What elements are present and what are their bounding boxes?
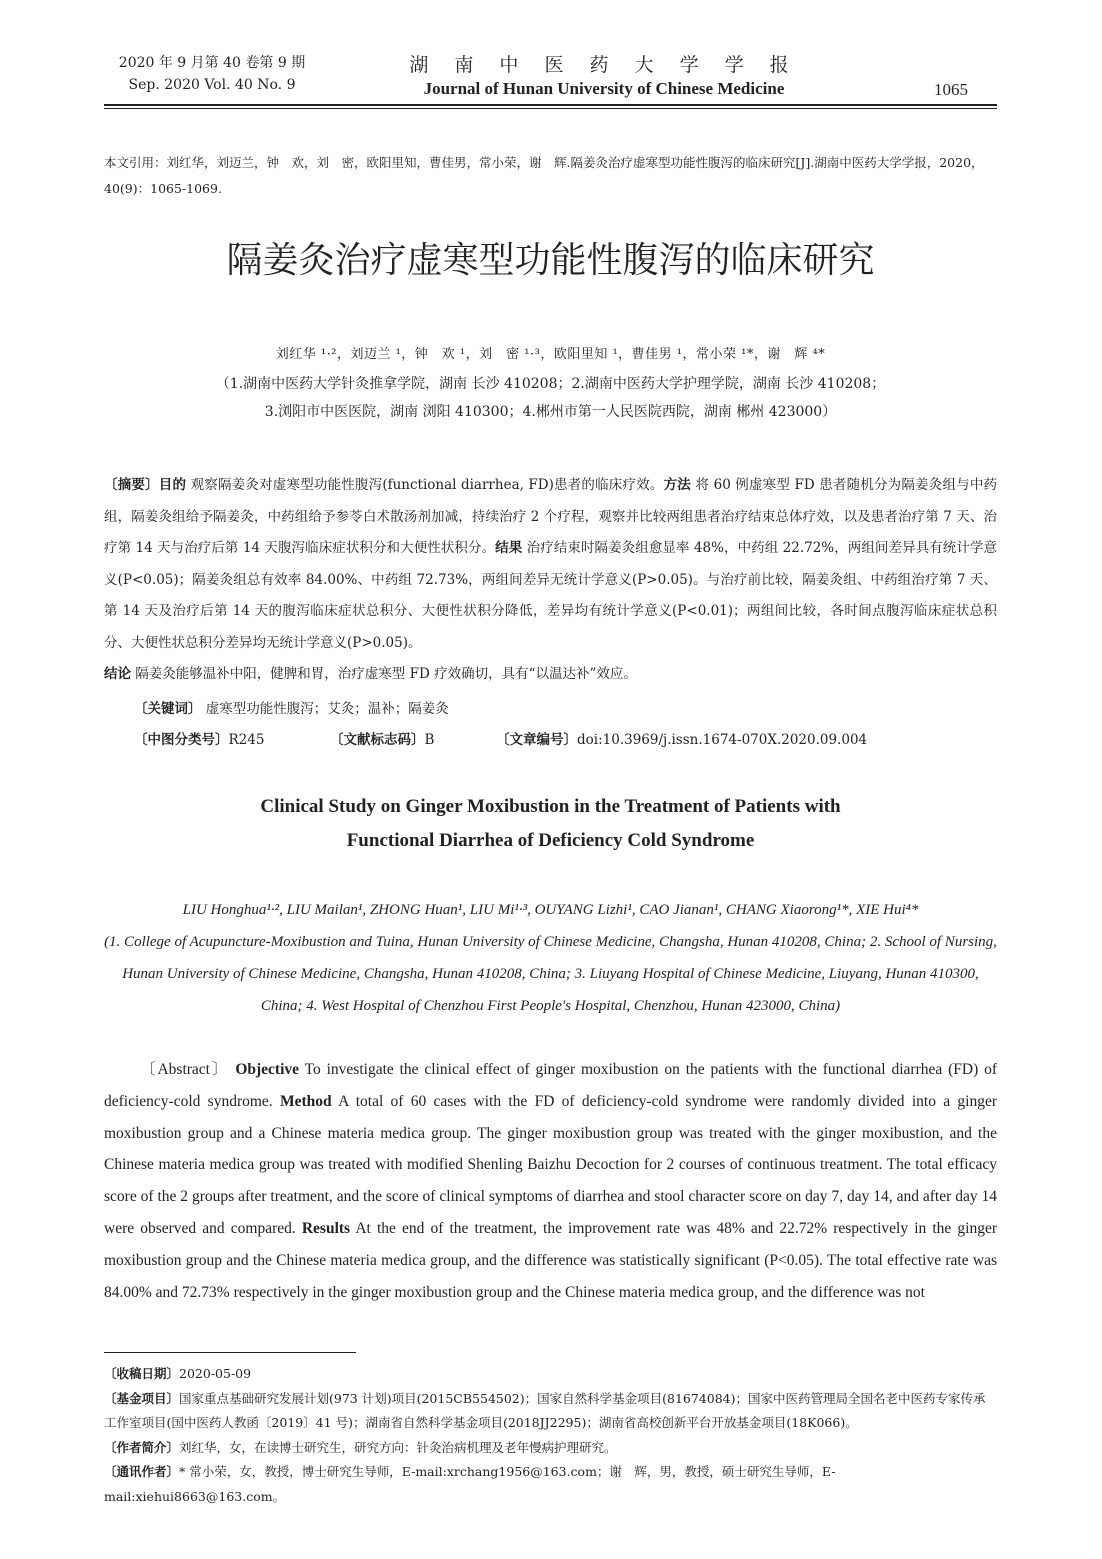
issue-info bbox=[104, 52, 320, 96]
authors-en: LIU Honghua¹·², LIU Mailan¹, ZHONG Huan¹, LIU Mi¹·³, OUYANG Lizhi¹, CAO Jianan¹, CHANG Xiaorong¹*, XIE Hui⁴* bbox=[182, 902, 919, 918]
footnote-corresponding bbox=[104, 1460, 997, 1509]
method-text: 将 60 例虚寒型 FD 患者随机分为隔姜灸组与中药组，隔姜灸组给予隔姜灸，中药组给予参苓白术散汤剂加减，持续治疗 2 个疗程，观察并比较两组患者治疗结束总体疗效，以及患者治疗第 7 天、治疗第 14 天与治疗后第 14 天腹泻临床症状积分和大便性状积分。 bbox=[104, 477, 998, 556]
issue-en: Sep. 2020 Vol. 40 No. 9 bbox=[128, 77, 296, 93]
article-value: doi:10.3969/j.issn.1674-070X.2020.09.004 bbox=[577, 732, 868, 748]
doc-label: 〔文献标志码〕 bbox=[330, 732, 425, 748]
received-label: 〔收稿日期〕 bbox=[104, 1366, 180, 1381]
clc-value: R245 bbox=[228, 732, 265, 748]
corr-value: * 常小荣，女，教授，博士研究生导师，E-mail:xrchang1956@163.com；谢 辉，男，教授，硕士研究生导师，E-mail:xiehui8663@163.com。 bbox=[104, 1464, 836, 1504]
fund-label: 〔基金项目〕 bbox=[104, 1390, 180, 1406]
title-en-line2: Functional Diarrhea of Deficiency Cold Syndrome bbox=[346, 830, 755, 851]
objective-en-label: Objective bbox=[235, 1061, 300, 1078]
header-rule bbox=[104, 104, 997, 106]
author-value: 刘红华，女，在读博士研究生，研究方向：针灸治病机理及老年慢病护理研究。 bbox=[179, 1439, 617, 1455]
keywords bbox=[134, 694, 449, 726]
results-label: 结果 bbox=[495, 540, 523, 556]
abstract-en-label: 〔Abstract〕 bbox=[138, 1061, 230, 1078]
keywords-label: 〔关键词〕 bbox=[134, 701, 202, 717]
issue-cn: 2020 年 9 月第 40 卷第 9 期 bbox=[118, 55, 306, 71]
received-value: 2020-05-09 bbox=[179, 1366, 252, 1381]
objective-label: 目的 bbox=[158, 477, 187, 493]
corr-label: 〔通讯作者〕 bbox=[104, 1464, 180, 1479]
objective-en-text: To investigate the clinical effect of ginger moxibustion on the patients with the functional diarrhea (FD) of deficiency-cold syndrome. bbox=[104, 1061, 998, 1110]
article-code bbox=[496, 727, 867, 753]
abstract-label: 〔摘要〕 bbox=[104, 477, 159, 493]
affiliation-en: (1. College of Acupuncture-Moxibustion and Tuina, Hunan University of Chinese Medicine, Changsha, Hunan 410208, China; 2. School of Nursing, Hunan University of Chinese Medicine, Changsha, Hunan 410208, China; 3. Liuyang Hospital of Chinese Medicine, Liuyang, Hunan 410300, China; 4. West Hospital of Chenzhou First People's Hospital, Chenzhou, Hunan 423000, China) bbox=[104, 934, 997, 1014]
title-en bbox=[104, 790, 997, 858]
method-label: 方法 bbox=[663, 477, 691, 493]
keywords-text: 虚寒型功能性腹泻；艾灸；温补；隔姜灸 bbox=[201, 701, 449, 717]
clc-code bbox=[134, 727, 264, 753]
abstract-en bbox=[104, 1054, 997, 1308]
affiliation-cn-line2: 3.浏阳市中医医院，湖南 浏阳 410300；4.郴州市第一人民医院西院，湖南 郴州 423000） bbox=[264, 404, 837, 420]
header-rule-thin bbox=[104, 108, 997, 109]
method-en-label: Method bbox=[279, 1092, 332, 1110]
page-title: 隔姜灸治疗虚寒型功能性腹泻的临床研究 bbox=[226, 240, 875, 281]
footnote-received bbox=[104, 1362, 997, 1387]
authors-en-block bbox=[104, 894, 997, 1022]
footnote-rule bbox=[104, 1352, 356, 1353]
footnote-author bbox=[104, 1436, 997, 1461]
results-en-text: At the end of the treatment, the improvement rate was 48% and 22.72% respectively in the ginger moxibustion group and the Chinese materia medica group, and the difference was statistically significant (P<0.05). The total effective rate was 84.00% and 72.73% respectively in the ginger moxibustion group and the Chinese materia medica group, and the difference was not bbox=[104, 1219, 998, 1301]
article-label: 〔文章编号〕 bbox=[496, 732, 577, 748]
author-label: 〔作者简介〕 bbox=[104, 1439, 180, 1455]
citation: 本文引用：刘红华，刘迈兰，钟 欢，刘 密，欧阳里知，曹佳男，常小荣，谢 辉.隔姜灸治疗虚寒型功能性腹泻的临床研究[J].湖南中医药大学学报，2020，40(9)：1065-1069. bbox=[104, 155, 984, 196]
journal-name-en: Journal of Hunan University of Chinese Medicine bbox=[423, 79, 785, 98]
conclusion-label: 结论 bbox=[104, 666, 131, 682]
abstract-cn bbox=[104, 470, 997, 691]
footnotes bbox=[104, 1362, 997, 1509]
results-text: 治疗结束时隔姜灸组愈显率 48%，中药组 22.72%，两组间差异具有统计学意义(P<0.05)；隔姜灸组总有效率 84.00%、中药组 72.73%，两组间差异无统计学意义(P>0.05)。与治疗前比较，隔姜灸组、中药组治疗第 7 天、第 14 天及治疗后第 14 天的腹泻临床症状总积分、大便性状积分降低，差异均有统计学意义(P<0.01)；两组间比较，各时间点腹泻临床症状总积分、大便性状总积分差异均无统计学意义(P>0.05)。 bbox=[104, 540, 998, 651]
affiliation-cn-line1: （1.湖南中医药大学针灸推拿学院，湖南 长沙 410208；2.湖南中医药大学护理学院，湖南 长沙 410208； bbox=[215, 376, 886, 392]
page-number: 1065 bbox=[934, 80, 968, 99]
authors-cn: 刘红华 ¹·²，刘迈兰 ¹，钟 欢 ¹，刘 密 ¹·³，欧阳里知 ¹，曹佳男 ¹，常小荣 ¹*，谢 辉 ⁴* bbox=[275, 347, 826, 362]
results-en-label: Results bbox=[301, 1219, 351, 1237]
doc-value: B bbox=[424, 732, 435, 748]
affiliation-cn bbox=[104, 370, 997, 426]
journal-name bbox=[356, 52, 852, 100]
clc-label: 〔中图分类号〕 bbox=[134, 732, 229, 748]
journal-name-cn: 湖 南 中 医 药 大 学 学 报 bbox=[409, 54, 799, 76]
doc-code bbox=[330, 727, 434, 753]
objective-text: 观察隔姜灸对虚寒型功能性腹泻(functional diarrhea, FD)患者的临床疗效。 bbox=[186, 477, 664, 493]
conclusion-text: 隔姜灸能够温补中阳，健脾和胃，治疗虚寒型 FD 疗效确切，具有“以温达补”效应。 bbox=[131, 666, 637, 682]
fund-value: 国家重点基础研究发展计划(973 计划)项目(2015CB554502)；国家自然科学基金项目(81674084)；国家中医药管理局全国名老中医药专家传承工作室项目(国中医药人教函〔2019〕41 号)；湖南省自然科学基金项目(2018JJ2295)；湖南省高校创新平台开放基金项目(18K066)。 bbox=[104, 1390, 986, 1430]
method-en-text: A total of 60 cases with the FD of deficiency-cold syndrome were randomly divided into a ginger moxibustion group and a Chinese materia medica group. The ginger moxibustion group was treated with the ginger moxibustion, and the Chinese materia medica group was treated with modified Shenling Baizhu Decoction for 2 courses of continuous treatment. The total efficacy score of the 2 groups after treatment, and the score of clinical symptoms of diarrhea and stool character score on day 7, day 14, and after day 14 were observed and compared. bbox=[104, 1092, 997, 1237]
footnote-fund bbox=[104, 1387, 997, 1436]
title-en-line1: Clinical Study on Ginger Moxibustion in the Treatment of Patients with bbox=[260, 796, 841, 817]
